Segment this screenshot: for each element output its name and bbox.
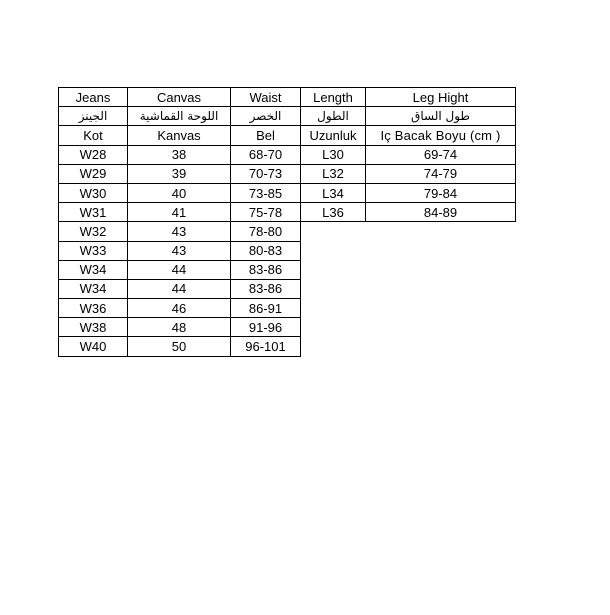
empty-cell bbox=[366, 241, 516, 260]
cell-waist-range: 91-96 bbox=[231, 318, 301, 337]
header-canvas: Canvas bbox=[128, 88, 231, 107]
cell-jeans-size: W40 bbox=[59, 337, 128, 356]
cell-waist-range: 86-91 bbox=[231, 299, 301, 318]
cell-length-size: L34 bbox=[301, 183, 366, 202]
size-row-w33 bbox=[59, 241, 516, 260]
empty-cell bbox=[366, 299, 516, 318]
header-uzunluk: Uzunluk bbox=[301, 126, 366, 145]
size-row-w30 bbox=[59, 183, 516, 202]
cell-waist-range: 68-70 bbox=[231, 145, 301, 164]
size-row-w36 bbox=[59, 299, 516, 318]
cell-jeans-size: W34 bbox=[59, 260, 128, 279]
header-ic-bacak-boyu: Iç Bacak Boyu (cm ) bbox=[366, 126, 516, 145]
cell-length-size: L30 bbox=[301, 145, 366, 164]
cell-waist-range: 80-83 bbox=[231, 241, 301, 260]
header-canvas-ar: اللوحة القماشية bbox=[128, 107, 231, 126]
empty-cell bbox=[301, 318, 366, 337]
size-row-w28 bbox=[59, 145, 516, 164]
empty-cell bbox=[301, 279, 366, 298]
size-row-w34-duplicate bbox=[59, 279, 516, 298]
cell-length-size: L36 bbox=[301, 203, 366, 222]
cell-leg-range: 79-84 bbox=[366, 183, 516, 202]
cell-jeans-size: W30 bbox=[59, 183, 128, 202]
size-row-w29 bbox=[59, 164, 516, 183]
size-row-w32 bbox=[59, 222, 516, 241]
cell-canvas-size: 48 bbox=[128, 318, 231, 337]
header-waist: Waist bbox=[231, 88, 301, 107]
header-leg-ar: طول الساق bbox=[366, 107, 516, 126]
cell-jeans-size: W28 bbox=[59, 145, 128, 164]
cell-jeans-size: W29 bbox=[59, 164, 128, 183]
cell-canvas-size: 38 bbox=[128, 145, 231, 164]
cell-leg-range: 69-74 bbox=[366, 145, 516, 164]
size-chart-container bbox=[58, 87, 516, 357]
empty-cell bbox=[301, 299, 366, 318]
cell-waist-range: 78-80 bbox=[231, 222, 301, 241]
header-bel: Bel bbox=[231, 126, 301, 145]
header-jeans: Jeans bbox=[59, 88, 128, 107]
cell-waist-range: 83-86 bbox=[231, 260, 301, 279]
jeans-size-chart-table bbox=[58, 87, 516, 357]
empty-cell bbox=[366, 337, 516, 356]
cell-canvas-size: 39 bbox=[128, 164, 231, 183]
header-length-ar: الطول bbox=[301, 107, 366, 126]
empty-cell bbox=[366, 318, 516, 337]
cell-canvas-size: 43 bbox=[128, 222, 231, 241]
empty-cell bbox=[366, 260, 516, 279]
header-row-arabic bbox=[59, 107, 516, 126]
size-row-w34 bbox=[59, 260, 516, 279]
cell-waist-range: 83-86 bbox=[231, 279, 301, 298]
cell-length-size: L32 bbox=[301, 164, 366, 183]
cell-jeans-size: W34 bbox=[59, 279, 128, 298]
cell-jeans-size: W38 bbox=[59, 318, 128, 337]
header-jeans-ar: الجينز bbox=[59, 107, 128, 126]
cell-canvas-size: 43 bbox=[128, 241, 231, 260]
empty-cell bbox=[301, 241, 366, 260]
cell-canvas-size: 50 bbox=[128, 337, 231, 356]
header-length: Length bbox=[301, 88, 366, 107]
cell-waist-range: 73-85 bbox=[231, 183, 301, 202]
cell-waist-range: 70-73 bbox=[231, 164, 301, 183]
cell-canvas-size: 46 bbox=[128, 299, 231, 318]
header-row-turkish bbox=[59, 126, 516, 145]
cell-canvas-size: 44 bbox=[128, 279, 231, 298]
size-row-w31 bbox=[59, 203, 516, 222]
empty-cell bbox=[301, 260, 366, 279]
empty-cell bbox=[366, 279, 516, 298]
header-kanvas: Kanvas bbox=[128, 126, 231, 145]
cell-jeans-size: W31 bbox=[59, 203, 128, 222]
empty-cell bbox=[301, 337, 366, 356]
cell-jeans-size: W36 bbox=[59, 299, 128, 318]
size-row-w38 bbox=[59, 318, 516, 337]
cell-canvas-size: 44 bbox=[128, 260, 231, 279]
header-waist-ar: الخصر bbox=[231, 107, 301, 126]
cell-leg-range: 84-89 bbox=[366, 203, 516, 222]
cell-waist-range: 96-101 bbox=[231, 337, 301, 356]
header-kot: Kot bbox=[59, 126, 128, 145]
cell-jeans-size: W33 bbox=[59, 241, 128, 260]
size-row-w40 bbox=[59, 337, 516, 356]
cell-leg-range: 74-79 bbox=[366, 164, 516, 183]
cell-jeans-size: W32 bbox=[59, 222, 128, 241]
cell-canvas-size: 40 bbox=[128, 183, 231, 202]
cell-waist-range: 75-78 bbox=[231, 203, 301, 222]
cell-canvas-size: 41 bbox=[128, 203, 231, 222]
header-leg-hight: Leg Hight bbox=[366, 88, 516, 107]
header-row-english bbox=[59, 88, 516, 107]
empty-cell bbox=[301, 222, 366, 241]
empty-cell bbox=[366, 222, 516, 241]
